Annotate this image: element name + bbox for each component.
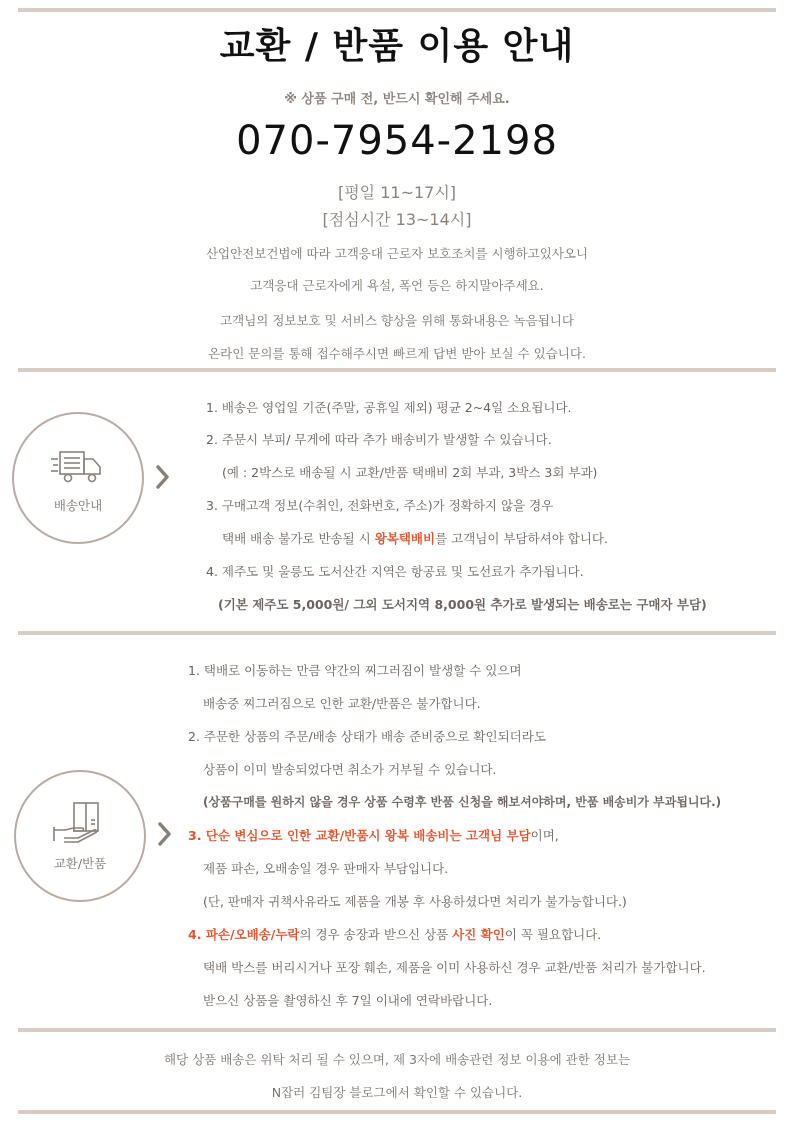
divider-2 <box>18 631 776 635</box>
chevron-right-icon <box>157 821 173 847</box>
returns-line-9-text: 의 경우 송장과 받으신 상품 <box>299 927 453 942</box>
returns-line-5: (상품구매를 원하지 않을 경우 상품 수령후 반품 신청을 해보셔야하며, 반품 배송비가 부과됩니다.) <box>203 795 722 809</box>
damage-highlight: 파손/오배송/누락 <box>205 927 300 942</box>
info-line: 고객응대 근로자에게 욕설, 폭언 등은 하지말아주세요. <box>250 278 544 293</box>
shipping-label: 배송안내 <box>53 498 103 513</box>
returns-line-7: 제품 파손, 오배송일 경우 판매자 부담입니다. <box>203 861 449 876</box>
returns-line-9 <box>188 925 601 943</box>
info-line: 고객님의 정보보호 및 서비스 향상을 위해 통화내용은 녹음됩니다 <box>220 313 574 328</box>
hand-box-icon <box>52 800 108 844</box>
returns-line-8: (단, 판매자 귀책사유라도 제품을 개봉 후 사용하셨다면 처리가 불가능합니다.) <box>203 894 627 909</box>
photo-check-highlight: 사진 확인 <box>452 927 505 942</box>
hours-weekday: [평일 11~17시] <box>337 183 457 202</box>
purchase-notice: ※ 상품 구매 전, 반드시 확인해 주세요. <box>284 92 510 107</box>
info-line: 산업안전보건법에 따라 고객응대 근로자 보호조치를 시행하고있사오니 <box>205 246 589 261</box>
returns-line-6 <box>188 826 559 844</box>
returns-line-11: 받으신 상품을 촬영하신 후 7일 이내에 연락바랍니다. <box>203 993 493 1008</box>
returns-line-1: 1. 택배로 이동하는 만큼 약간의 찌그러짐이 발생할 수 있으며 <box>188 663 522 678</box>
chevron-right-icon <box>155 464 171 490</box>
top-divider <box>18 8 776 12</box>
returns-line-3: 2. 주문한 상품의 주문/배송 상태가 배송 준비중으로 확인되더라도 <box>188 729 546 744</box>
shipping-line-3: (예 : 2박스로 배송될 시 교환/반품 택배비 2회 부과, 3박스 3회 부과) <box>222 465 598 480</box>
shipping-line-4: 3. 구매고객 정보(수취인, 전화번호, 주소)가 정확하지 않을 경우 <box>206 498 554 513</box>
returns-line-4: 상품이 이미 발송되었다면 취소가 거부될 수 있습니다. <box>203 762 497 777</box>
returns-line-10: 택배 박스를 버리시거나 포장 훼손, 제품을 이미 사용하신 경우 교환/반품 처리가 불가합니다. <box>203 960 706 975</box>
page-title: 교환 / 반품 이용 안내 <box>219 26 575 67</box>
hours-lunch: [점심시간 13~14시] <box>322 210 472 229</box>
returns-line-2: 배송중 찌그러짐으로 인한 교환/반품은 불가합니다. <box>203 696 481 711</box>
returns-label: 교환/반품 <box>53 856 107 871</box>
shipping-line-7: (기본 제주도 5,000원/ 그외 도서지역 8,000원 추가로 발생되는 배송로는 구매자 부담) <box>218 597 707 612</box>
simple-change-highlight: 단순 변심으로 인한 교환/반품시 왕복 배송비는 고객님 부담 <box>205 828 531 843</box>
divider-1 <box>18 368 776 372</box>
returns-line-9-text: 이 꼭 필요합니다. <box>504 927 602 942</box>
shipping-line-6: 4. 제주도 및 울릉도 도서산간 지역은 항공료 및 도선료가 추가됩니다. <box>206 564 584 579</box>
returns-line-6-num: 3. <box>188 828 206 843</box>
returns-line-9-num: 4. <box>188 927 206 942</box>
returns-line-6-text: 이며, <box>530 828 559 843</box>
phone-number: 070-7954-2198 <box>236 118 558 164</box>
shipping-line-5-text: 를 고객님이 부담하셔야 합니다. <box>435 531 608 546</box>
shipping-circle <box>12 412 144 544</box>
shipping-line-5 <box>222 529 608 547</box>
footer-line-1: 해당 상품 배송은 위탁 처리 될 수 있으며, 제 3자에 배송관련 정보 이용에 관한 정보는 <box>163 1052 631 1067</box>
shipping-line-2: 2. 주문시 부피/ 무게에 따라 추가 배송비가 발생할 수 있습니다. <box>206 432 552 447</box>
shipping-line-5-text: 택배 배송 불가로 반송될 시 <box>222 531 375 546</box>
delivery-truck-icon <box>50 448 106 488</box>
returns-circle <box>14 770 146 902</box>
footer-line-2: N잡러 김팀장 블로그에서 확인할 수 있습니다. <box>271 1085 523 1100</box>
info-line: 온라인 문의를 통해 접수해주시면 빠르게 답변 받아 보실 수 있습니다. <box>208 346 586 361</box>
shipping-line-1: 1. 배송은 영업일 기준(주말, 공휴일 제외) 평균 2~4일 소요됩니다. <box>206 400 572 415</box>
divider-3 <box>18 1028 776 1032</box>
round-trip-fee-highlight: 왕복택배비 <box>374 531 436 546</box>
bottom-divider <box>18 1110 776 1114</box>
